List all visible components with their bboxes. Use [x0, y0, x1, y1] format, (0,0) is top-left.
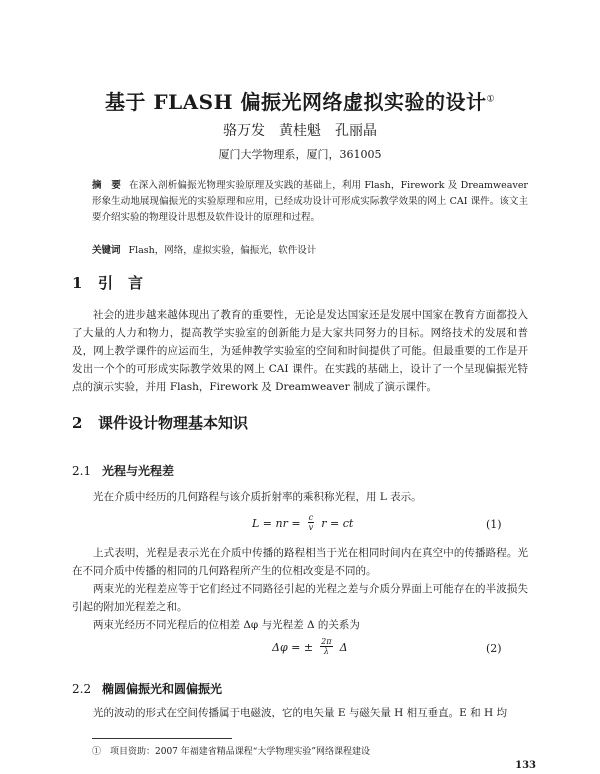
paragraph: 两束光的光程差应等于它们经过不同路径引起的光程之差与介质分界面上可能存在的半波损失引起的附加光程差之和。 [72, 583, 528, 613]
section-title: 课件设计物理基本知识 [98, 414, 249, 432]
abstract-label: 摘 要 [92, 180, 122, 191]
keywords [92, 242, 528, 256]
section-heading-basics [72, 412, 248, 433]
equation-2-label: (2) [486, 642, 502, 655]
subsection-title: 椭圆偏振光和圆偏振光 [102, 682, 223, 696]
authors: 骆万发 黄桂魁 孔丽晶 [223, 123, 377, 139]
equation-1-label: (1) [486, 518, 502, 531]
section-title: 引 言 [98, 274, 144, 292]
subsection-heading-polarized-light [72, 680, 222, 697]
subsection-number: 2.1 [72, 464, 92, 478]
affiliation: 厦门大学物理系，厦门，361005 [218, 148, 382, 161]
keywords-label: 关键词 [92, 245, 121, 256]
paper-title: 基于 FLASH 偏振光网络虚拟实验的设计① [104, 90, 496, 114]
introduction-paragraph: 社会的进步越来越体现出了教育的重要性，无论是发达国家还是发展中国家在教育方面都投入了大量的人力和物力，提高教学实验室的创新能力是大家共同努力的目标。网络技术的发展和普及，网上教学课件的应运而生，为延伸教学实验室的空间和时间提供了可能。但最重要的工作是开发出一个个的可形成实际教学效果的网上 CAI 课件。在实践的基础上，设计了一个呈现偏振光特点的演示实验，并用 Flash，Firework 及 Dreamweaver 制成了演示课件。 [72, 309, 528, 393]
section-heading-introduction [72, 272, 143, 293]
subsection-number: 2.2 [72, 682, 92, 696]
footnote: ① 项目资助：2007 年福建省精品课程“大学物理实验”网络课程建设 [92, 747, 370, 757]
optical-path-paragraphs [72, 544, 528, 634]
abstract [92, 178, 528, 226]
eq2-fraction: $\frac{2\pi}{\lambda}$ [321, 637, 332, 656]
polarized-light-paragraph: 光的波动的形式在空间传播属于电磁波，它的电矢量 E 与磁矢量 H 相互垂直。E 和 H 均 [93, 707, 508, 719]
footnote-divider [92, 738, 232, 739]
page-number: 133 [515, 760, 536, 771]
keywords-text: Flash，网络，虚拟实验，偏振光，软件设计 [128, 245, 317, 256]
equation-1: L = nr = $\frac{c}{v}$ r = ct [252, 513, 354, 532]
subsection-title: 光程与光程差 [102, 464, 175, 478]
eq1-fraction: $\frac{c}{v}$ [308, 513, 314, 532]
subsection-heading-optical-path [72, 462, 174, 479]
paragraph: 两束光经历不同光程后的位相差 Δφ 与光程差 Δ 的关系为 [93, 619, 360, 631]
optical-path-intro: 光在介质中经历的几何路程与该介质折射率的乘积称光程，用 L 表示。 [93, 491, 422, 503]
paragraph: 上式表明，光程是表示光在介质中传播的路程相当于光在相同时间内在真空中的传播路程。光在不同介质中传播的相同的几何路程所产生的位相改变是不同的。 [72, 547, 528, 577]
equation-2: Δφ = ± $\frac{2\pi}{\lambda}$ Δ [272, 637, 348, 656]
title-footnote-marker: ① [486, 94, 496, 105]
abstract-text: 在深入剖析偏振光物理实验原理及实践的基础上，利用 Flash，Firework 及 Dreamweaver 形象生动地展现偏振光的实验原理和应用，已经成功设计可形成实际教学效果的网上 CAI 课件。该文主要介绍实验的物理设计思想及软件设计的原理和过程。 [92, 180, 528, 223]
section-number: 2 [72, 414, 83, 432]
section-number: 1 [72, 274, 83, 292]
